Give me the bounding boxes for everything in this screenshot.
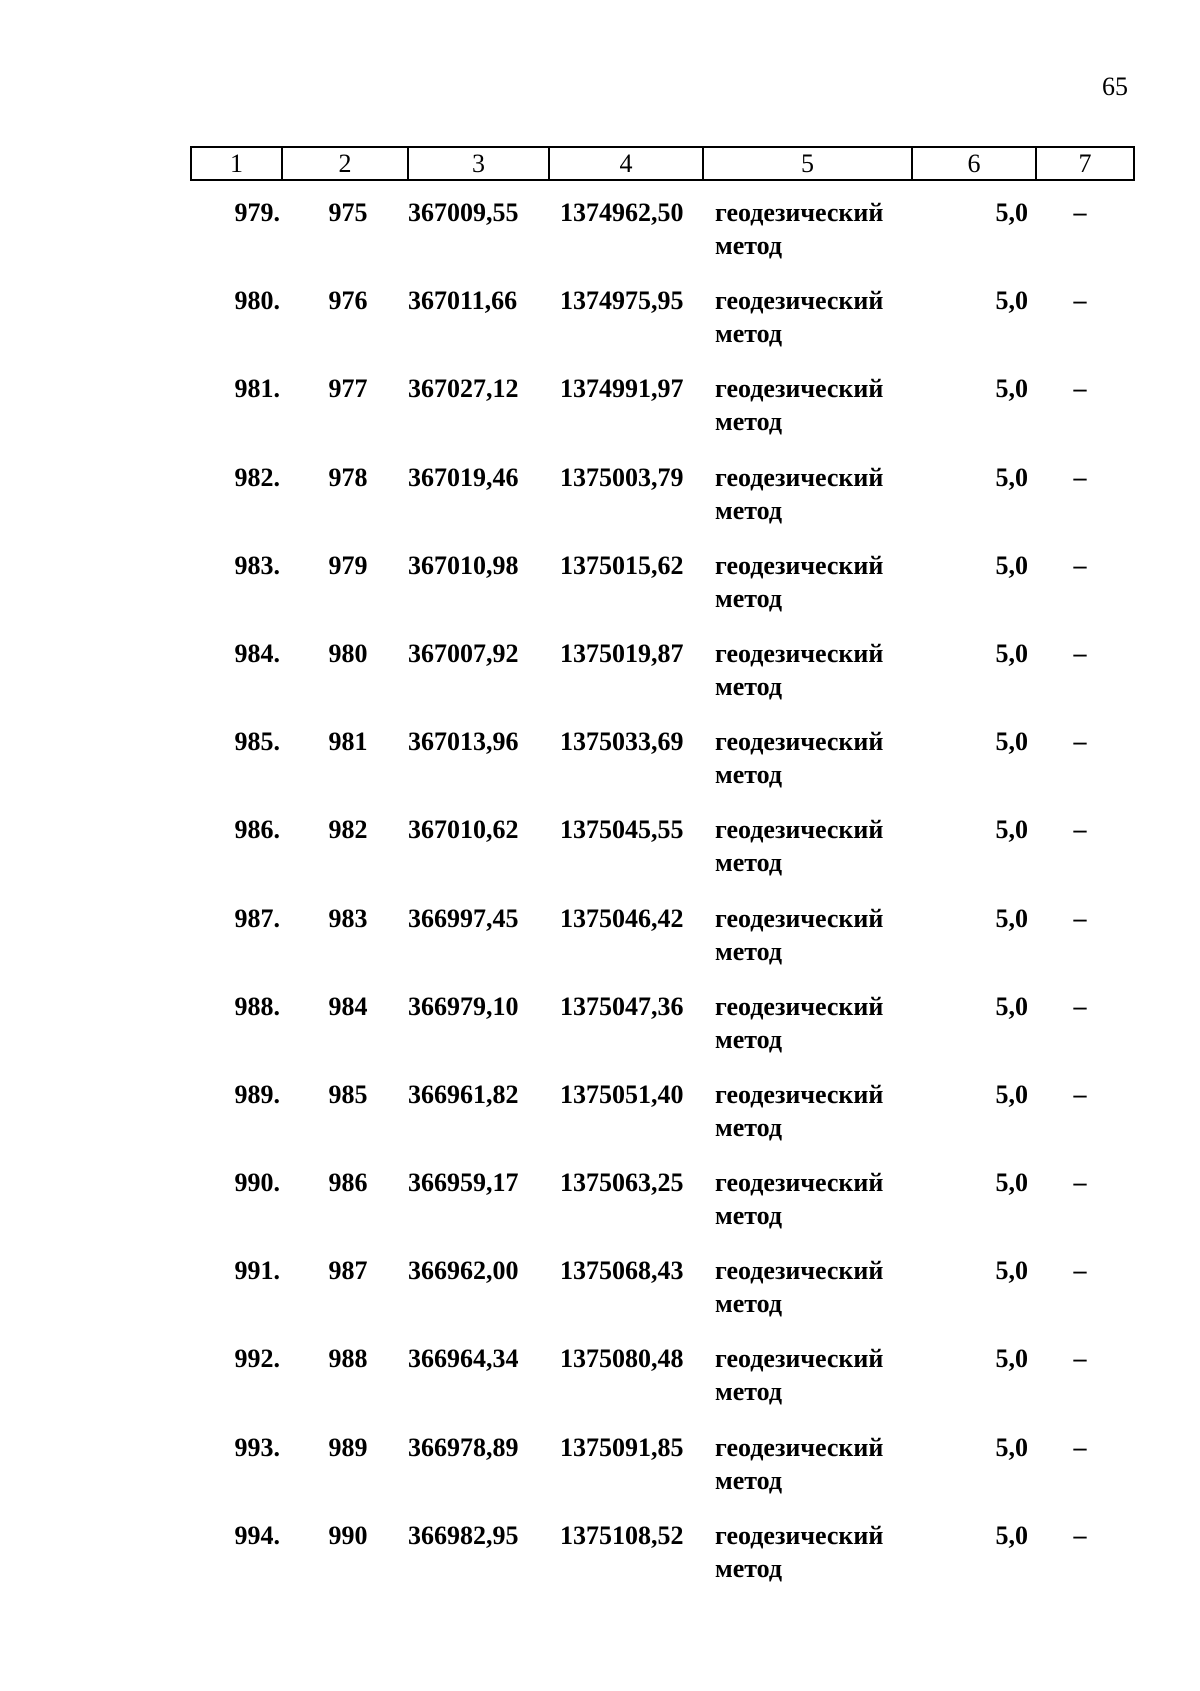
method-line-1: геодезический — [715, 815, 884, 845]
accuracy: 5,0 — [995, 991, 1028, 1021]
row-number: 981. — [234, 374, 280, 404]
table-row — [190, 1342, 1133, 1430]
method-line-2: метод — [715, 936, 783, 966]
coord-x: 366959,17 — [408, 1168, 519, 1198]
point-number: 978 — [328, 462, 368, 492]
table-row — [190, 1431, 1133, 1519]
accuracy: 5,0 — [995, 815, 1028, 845]
coord-x: 366961,82 — [408, 1079, 519, 1109]
point-number: 986 — [328, 1168, 368, 1198]
table-row — [190, 1254, 1133, 1342]
method — [715, 1166, 915, 1232]
dash-cell: – — [1073, 198, 1087, 227]
method — [715, 1431, 915, 1497]
page-number: 65 — [1102, 72, 1128, 101]
accuracy: 5,0 — [995, 286, 1028, 316]
method — [715, 549, 915, 615]
method — [715, 1254, 915, 1320]
method-line-1: геодезический — [715, 903, 884, 933]
method-line-2: метод — [715, 1289, 783, 1319]
row-number: 990. — [234, 1168, 280, 1198]
row-number: 989. — [234, 1079, 280, 1109]
dash-cell: – — [1073, 815, 1087, 845]
coord-x: 367010,62 — [408, 815, 519, 845]
accuracy: 5,0 — [995, 1256, 1028, 1286]
row-number: 987. — [234, 903, 280, 933]
point-number: 982 — [328, 815, 368, 845]
method — [715, 902, 915, 968]
accuracy: 5,0 — [995, 374, 1028, 404]
method-line-1: геодезический — [715, 991, 884, 1021]
column-header-table — [190, 146, 1135, 181]
method-line-1: геодезический — [715, 374, 884, 404]
coord-y: 1375051,40 — [560, 1079, 684, 1109]
dash-cell: – — [1073, 638, 1087, 668]
coord-y: 1374975,95 — [560, 286, 684, 316]
method-line-2: метод — [715, 1024, 783, 1054]
row-number: 979. — [234, 198, 280, 227]
method-line-2: метод — [715, 848, 783, 878]
coord-x: 366978,89 — [408, 1432, 519, 1462]
coord-x: 366979,10 — [408, 991, 519, 1021]
dash-cell: – — [1073, 374, 1087, 404]
dash-cell: – — [1073, 550, 1087, 580]
row-number: 984. — [234, 638, 280, 668]
table-row — [190, 990, 1133, 1078]
method-line-2: метод — [715, 1201, 783, 1231]
method — [715, 196, 915, 262]
dash-cell: – — [1073, 1520, 1087, 1550]
dash-cell: – — [1073, 462, 1087, 492]
coord-x: 366962,00 — [408, 1256, 519, 1286]
table-row — [190, 372, 1133, 460]
coord-x: 367009,55 — [408, 198, 519, 227]
accuracy: 5,0 — [995, 1168, 1028, 1198]
table-row — [190, 1078, 1133, 1166]
row-number: 988. — [234, 991, 280, 1021]
row-number: 985. — [234, 727, 280, 757]
table-row — [190, 637, 1133, 725]
point-number: 988 — [328, 1344, 368, 1374]
row-number: 992. — [234, 1344, 280, 1374]
method-line-1: геодезический — [715, 550, 884, 580]
column-header-4: 4 — [549, 147, 703, 180]
point-number: 987 — [328, 1256, 368, 1286]
column-header-3: 3 — [408, 147, 549, 180]
table-row — [190, 1166, 1133, 1254]
coord-x: 367007,92 — [408, 638, 519, 668]
table-row — [190, 196, 1133, 284]
method-line-2: метод — [715, 671, 783, 701]
row-number: 994. — [234, 1520, 280, 1550]
coord-x: 366997,45 — [408, 903, 519, 933]
method — [715, 637, 915, 703]
accuracy: 5,0 — [995, 1432, 1028, 1462]
dash-cell: – — [1073, 1432, 1087, 1462]
point-number: 977 — [328, 374, 368, 404]
method-line-2: метод — [715, 319, 783, 349]
method-line-1: геодезический — [715, 1256, 884, 1286]
table-row — [190, 902, 1133, 990]
table-body — [190, 196, 1133, 1607]
method — [715, 461, 915, 527]
dash-cell: – — [1073, 1079, 1087, 1109]
table-row — [190, 461, 1133, 549]
coord-y: 1375045,55 — [560, 815, 684, 845]
method-line-1: геодезический — [715, 1079, 884, 1109]
coord-x: 366964,34 — [408, 1344, 519, 1374]
point-number: 983 — [328, 903, 368, 933]
method-line-1: геодезический — [715, 198, 884, 227]
column-header-2: 2 — [282, 147, 408, 180]
table-row — [190, 725, 1133, 813]
point-number: 976 — [328, 286, 368, 316]
accuracy: 5,0 — [995, 903, 1028, 933]
point-number: 989 — [328, 1432, 368, 1462]
coord-y: 1375108,52 — [560, 1520, 684, 1550]
row-number: 986. — [234, 815, 280, 845]
coord-y: 1375068,43 — [560, 1256, 684, 1286]
column-header-5: 5 — [703, 147, 912, 180]
method-line-2: метод — [715, 231, 783, 260]
row-number: 993. — [234, 1432, 280, 1462]
accuracy: 5,0 — [995, 1344, 1028, 1374]
coord-y: 1375019,87 — [560, 638, 684, 668]
coord-y: 1375091,85 — [560, 1432, 684, 1462]
method-line-1: геодезический — [715, 727, 884, 757]
method-line-2: метод — [715, 583, 783, 613]
column-header-7: 7 — [1036, 147, 1134, 180]
table-row — [190, 284, 1133, 372]
method — [715, 1519, 915, 1585]
method-line-1: геодезический — [715, 1344, 884, 1374]
method-line-1: геодезический — [715, 1520, 884, 1550]
column-header-row — [191, 147, 1134, 180]
table-row — [190, 549, 1133, 637]
dash-cell: – — [1073, 1168, 1087, 1198]
point-number: 979 — [328, 550, 368, 580]
row-number: 982. — [234, 462, 280, 492]
table-row — [190, 813, 1133, 901]
coord-y: 1375063,25 — [560, 1168, 684, 1198]
row-number: 991. — [234, 1256, 280, 1286]
point-number: 981 — [328, 727, 368, 757]
accuracy: 5,0 — [995, 198, 1028, 227]
method-line-2: метод — [715, 1553, 783, 1583]
coord-y: 1375003,79 — [560, 462, 684, 492]
method-line-2: метод — [715, 760, 783, 790]
point-number: 984 — [328, 991, 368, 1021]
method-line-2: метод — [715, 495, 783, 525]
method-line-1: геодезический — [715, 462, 884, 492]
method — [715, 1078, 915, 1144]
table-row — [190, 1519, 1133, 1607]
coord-y: 1375015,62 — [560, 550, 684, 580]
method — [715, 813, 915, 879]
method — [715, 990, 915, 1056]
method — [715, 725, 915, 791]
coord-y: 1374991,97 — [560, 374, 684, 404]
coord-x: 367027,12 — [408, 374, 519, 404]
accuracy: 5,0 — [995, 1079, 1028, 1109]
coord-x: 367010,98 — [408, 550, 519, 580]
dash-cell: – — [1073, 1344, 1087, 1374]
coord-y: 1375046,42 — [560, 903, 684, 933]
column-header-6: 6 — [912, 147, 1036, 180]
dash-cell: – — [1073, 991, 1087, 1021]
row-number: 983. — [234, 550, 280, 580]
method-line-2: метод — [715, 1112, 783, 1142]
method-line-2: метод — [715, 1377, 783, 1407]
method-line-1: геодезический — [715, 1168, 884, 1198]
dash-cell: – — [1073, 1256, 1087, 1286]
point-number: 990 — [328, 1520, 368, 1550]
method-line-1: геодезический — [715, 1432, 884, 1462]
point-number: 975 — [328, 198, 368, 227]
coord-x: 366982,95 — [408, 1520, 519, 1550]
method — [715, 372, 915, 438]
accuracy: 5,0 — [995, 727, 1028, 757]
method — [715, 1342, 915, 1408]
coord-x: 367011,66 — [408, 286, 518, 316]
dash-cell: – — [1073, 286, 1087, 316]
coord-y: 1375033,69 — [560, 727, 684, 757]
accuracy: 5,0 — [995, 638, 1028, 668]
point-number: 985 — [328, 1079, 368, 1109]
coord-x: 367019,46 — [408, 462, 519, 492]
method — [715, 284, 915, 350]
accuracy: 5,0 — [995, 550, 1028, 580]
row-number: 980. — [234, 286, 280, 316]
method-line-1: геодезический — [715, 638, 884, 668]
dash-cell: – — [1073, 727, 1087, 757]
column-header-1: 1 — [191, 147, 282, 180]
method-line-1: геодезический — [715, 286, 884, 316]
accuracy: 5,0 — [995, 1520, 1028, 1550]
accuracy: 5,0 — [995, 462, 1028, 492]
coord-y: 1375047,36 — [560, 991, 684, 1021]
coord-x: 367013,96 — [408, 727, 519, 757]
dash-cell: – — [1073, 903, 1087, 933]
coord-y: 1375080,48 — [560, 1344, 684, 1374]
method-line-2: метод — [715, 407, 783, 437]
method-line-2: метод — [715, 1465, 783, 1495]
coord-y: 1374962,50 — [560, 198, 684, 227]
point-number: 980 — [328, 638, 368, 668]
